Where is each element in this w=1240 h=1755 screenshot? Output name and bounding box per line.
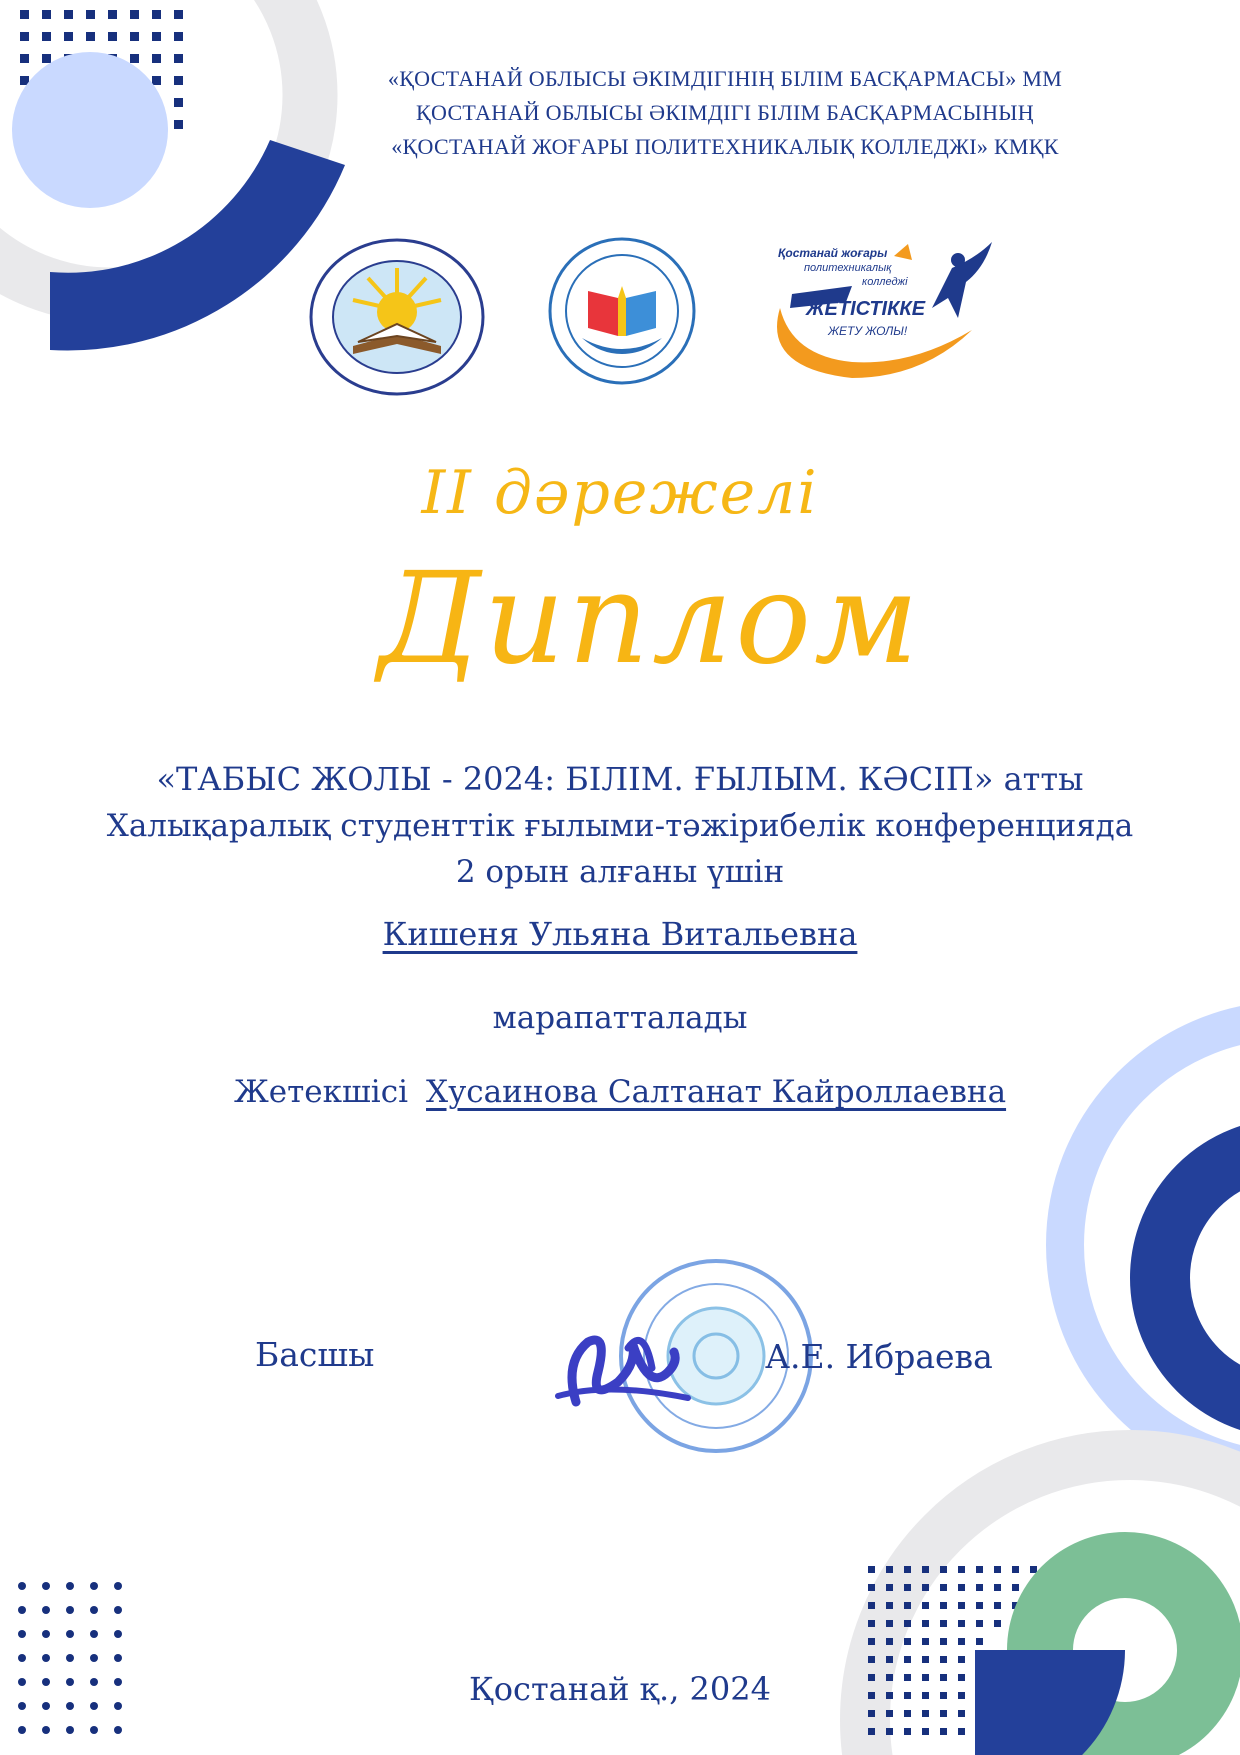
college-emblem-logo [548,236,696,386]
college-slogan-main: ЖЕТІСТІККЕ [806,298,926,320]
head-name: А.Е. Ибраева [765,1337,993,1376]
education-department-logo [308,238,486,396]
event-line-2: Халықаралық студенттік ғылыми-тәжірибелік конференцияда [106,808,1134,844]
college-name-line-1: Қостанай жоғары [778,246,888,260]
diploma-title: Диплом [378,545,922,692]
supervisor-name: Хусаинова Салтанат Кайроллаевна [426,1074,1007,1110]
header-line-2: ҚОСТАНАЙ ОБЛЫСЫ ӘКІМДІГІ БІЛІМ БАСҚАРМАСЫНЫҢ [416,100,1034,125]
supervisor-label: Жетекшісі [233,1074,408,1110]
college-name-line-3: колледжі [862,276,908,288]
college-name-line-2: политехникалық [804,262,892,274]
degree-title: II дәрежелі [421,458,819,528]
top-left-decoration [0,0,345,351]
awarded-text: марапатталады [492,1000,748,1036]
event-line-3: 2 орын алғаны үшін [455,854,785,890]
recipient-name: Кишеня Ульяна Витальевна [382,915,858,953]
supervisor-line [0,1074,1240,1110]
recipient-line [0,915,1240,953]
head-label: Басшы [255,1335,375,1374]
event-line-1: «ТАБЫС ЖОЛЫ - 2024: БІЛІМ. ҒЫЛЫМ. КӘСІП» атты [156,760,1084,798]
header-line-3: «ҚОСТАНАЙ ЖОҒАРЫ ПОЛИТЕХНИКАЛЫҚ КОЛЛЕДЖІ» КМҚК [391,134,1059,159]
city-year: Қостанай қ., 2024 [469,1670,771,1708]
header-organization [330,62,1120,164]
bottom-left-dots [18,1582,122,1734]
header-line-1: «ҚОСТАНАЙ ОБЛЫСЫ ӘКІМДІГІНІҢ БІЛІМ БАСҚАРМАСЫ» ММ [387,66,1063,91]
bottom-right-decoration [865,1455,1240,1755]
college-slogan-sub: ЖЕТУ ЖОЛЫ! [828,324,908,338]
college-slogan-logo [762,238,1002,388]
